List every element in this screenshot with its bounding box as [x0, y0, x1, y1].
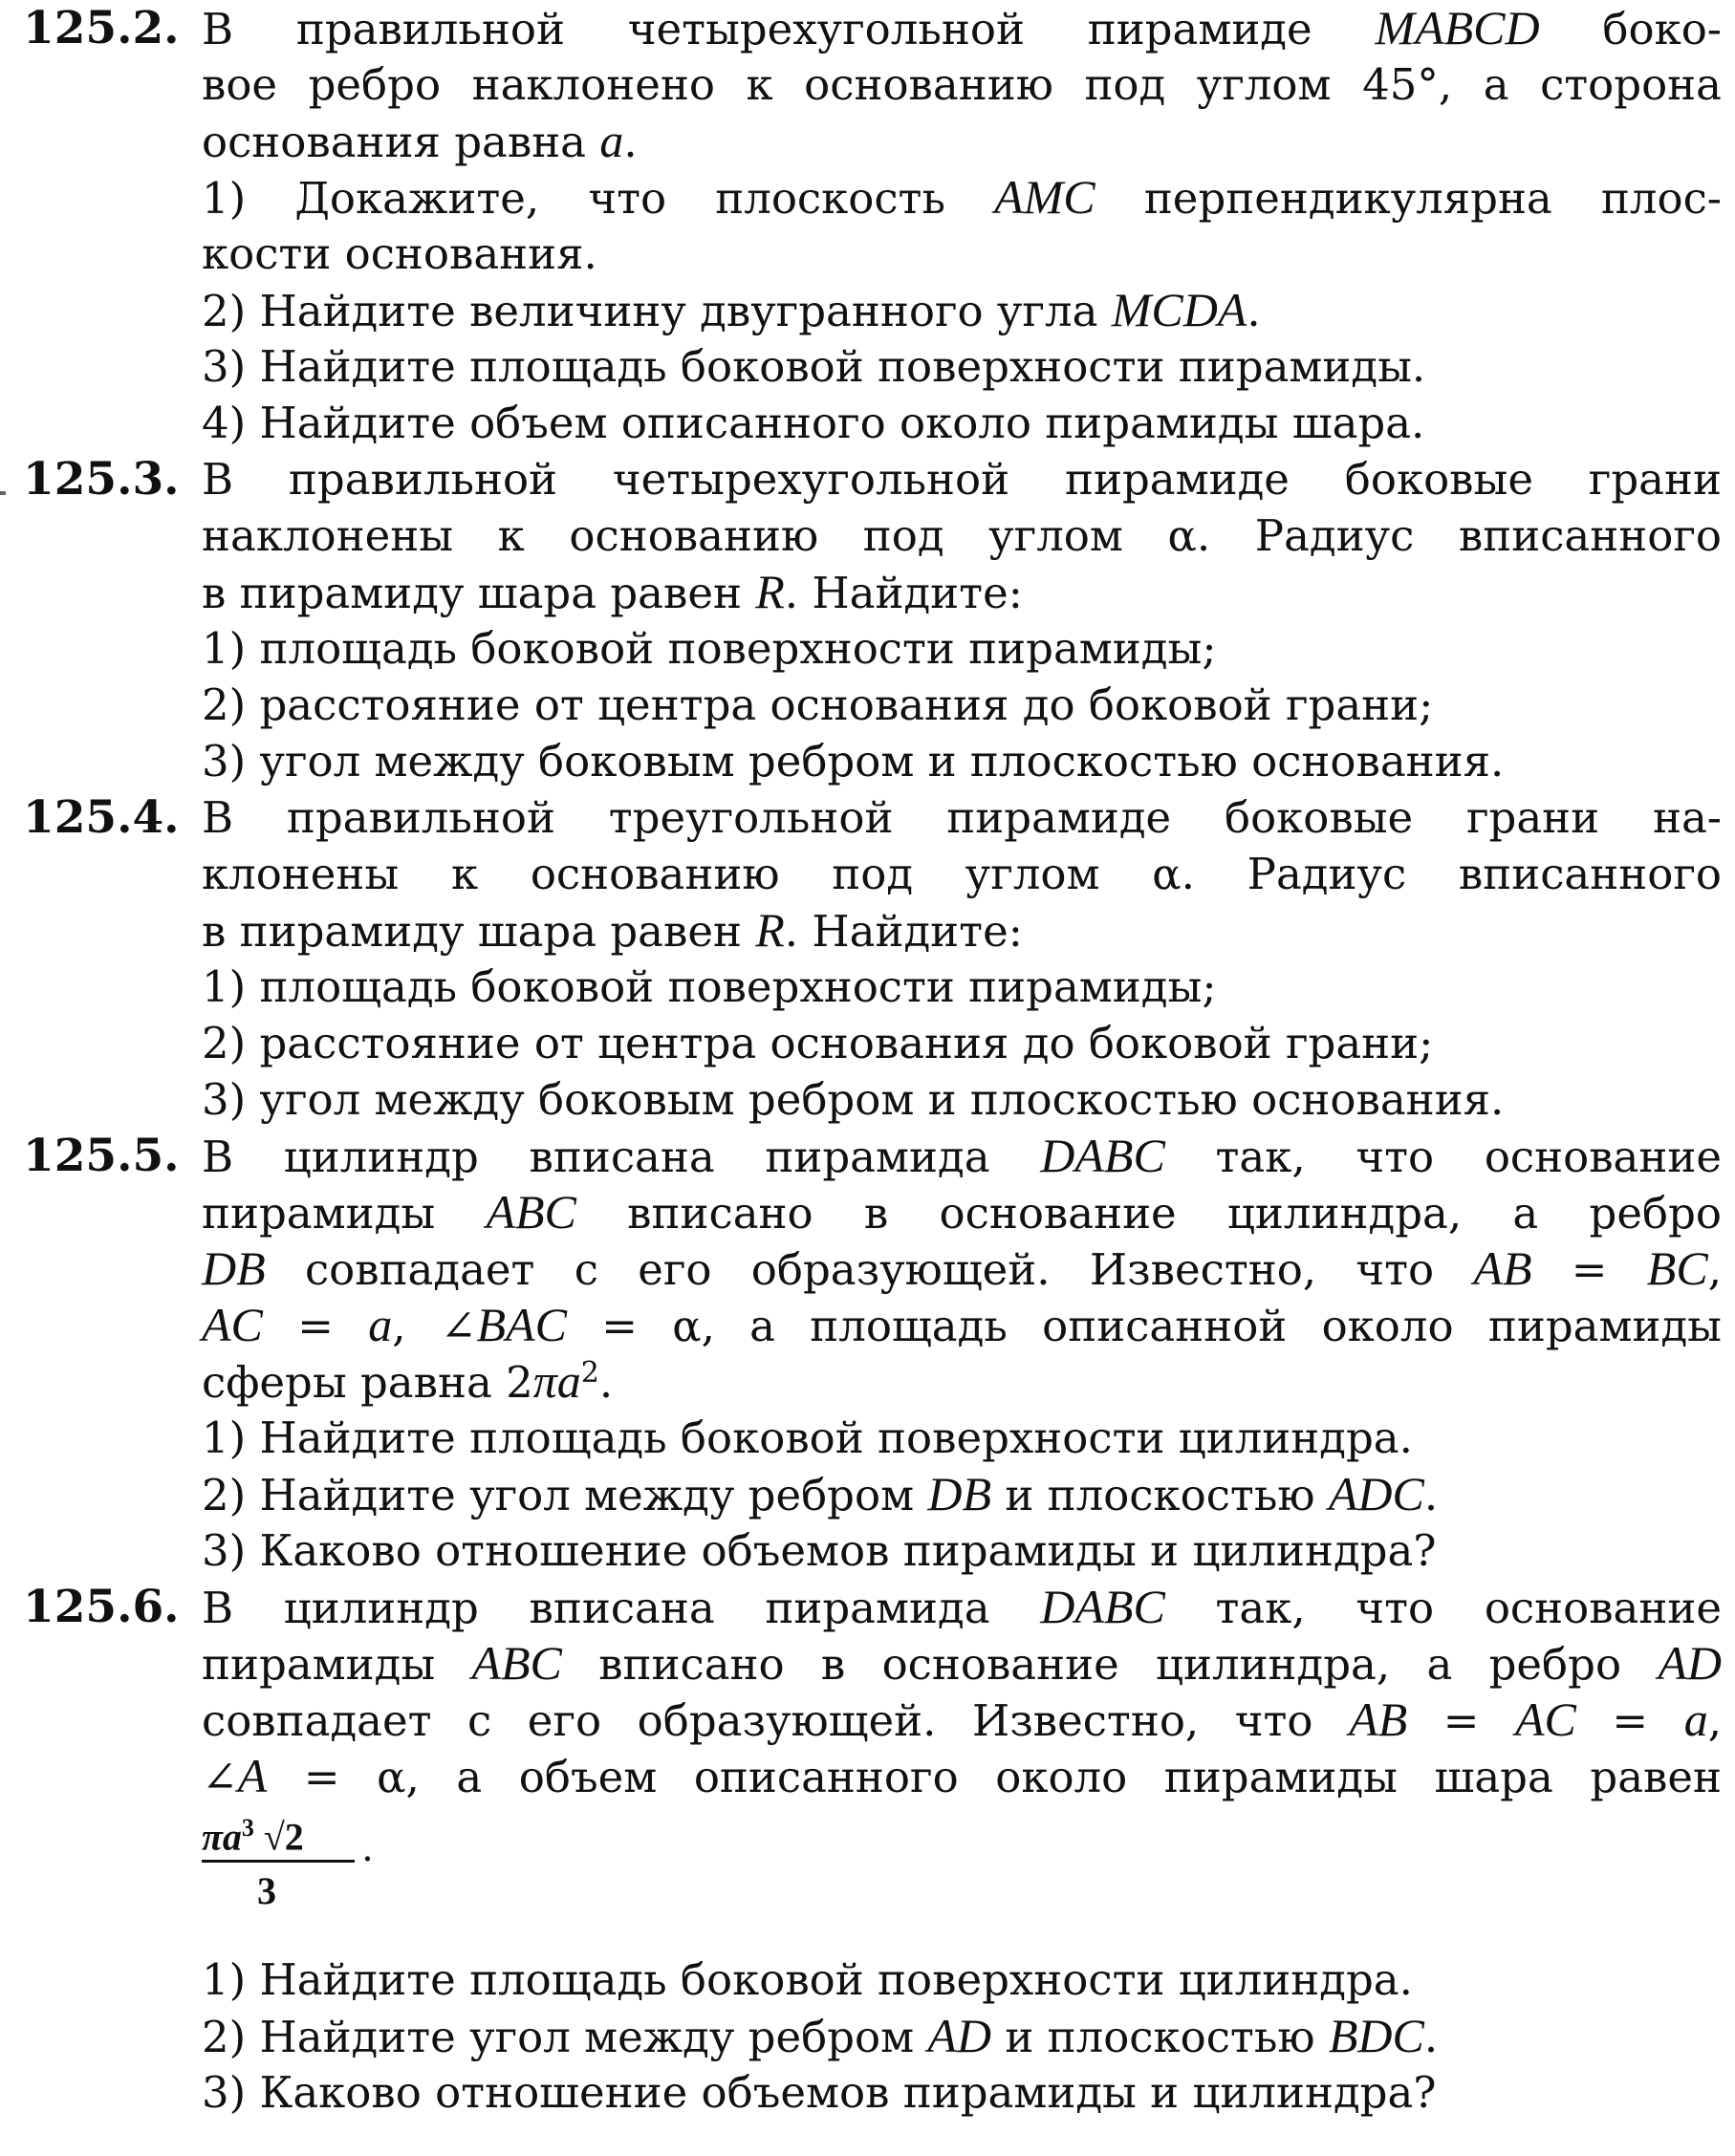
task-item-3: 3) угол между боковым ребром и плоскостью основания.: [202, 1074, 1505, 1125]
math-variable: DABC: [1040, 1129, 1165, 1182]
problem-text-line: В правильной четырехугольной пирамиде MABCD боко-: [202, 1, 1722, 54]
task-item-2: 2) Найдите угол между ребром AD и плоскостью BDC.: [202, 2009, 1439, 2062]
task-item-3: 3) Каково отношение объемов пирамиды и цилиндра?: [202, 1525, 1437, 1576]
fraction-numerator-power: 3: [241, 1814, 254, 1842]
problem-text-line: В цилиндр вписана пирамида DABC так, что основание: [202, 1580, 1722, 1633]
margin-mark: [0, 491, 6, 495]
fraction-numerator: [202, 1804, 355, 1861]
fraction-numerator-base: πa: [202, 1815, 242, 1859]
math-variable: DB: [202, 1241, 266, 1295]
fraction-bar: [202, 1860, 355, 1863]
problem-text-line: совпадает с его образующей. Известно, что AB = AC = a,: [202, 1692, 1722, 1746]
math-variable: MCDA: [1111, 283, 1247, 336]
math-variable: a: [1683, 1692, 1708, 1746]
math-variable: AB: [1473, 1241, 1532, 1295]
task-item-2: 2) Найдите величину двугранного угла MCDA.: [202, 283, 1261, 336]
superscript: 2: [580, 1356, 599, 1390]
task-item-1: 1) площадь боковой поверхности пирамиды;: [202, 623, 1217, 674]
problem-text-line: DB совпадает с его образующей. Известно, что AB = BC,: [202, 1241, 1722, 1295]
task-item-1: 1) Докажите, что плоскость AMC перпендикулярна плос-: [202, 170, 1723, 224]
problem-number: 125.3.: [23, 453, 180, 506]
problem-text-line: В правильной треугольной пирамиде боковые грани на-: [202, 792, 1722, 843]
problem-text-line: пирамиды ABC вписано в основание цилиндра, а ребро AD: [202, 1636, 1722, 1690]
problem-text-line: клонены к основанию под углом α. Радиус вписанного: [202, 849, 1722, 899]
task-item-2: 2) Найдите угол между ребром DB и плоскостью ADC.: [202, 1467, 1439, 1520]
problem-text-line: основания равна a.: [202, 114, 638, 167]
math-variable: a: [368, 1298, 393, 1351]
problem-number: 125.2.: [23, 2, 180, 54]
problem-text-line: в пирамиду шара равен R. Найдите:: [202, 903, 1023, 957]
task-item-2: 2) расстояние от центра основания до боковой грани;: [202, 679, 1434, 730]
math-variable: AD: [927, 2009, 992, 2062]
problem-number: 125.5.: [23, 1130, 180, 1182]
fraction-denominator: 3: [257, 1869, 276, 1912]
math-variable: AD: [1658, 1636, 1722, 1690]
math-variable: MABCD: [1375, 1, 1540, 54]
math-variable: ABC: [486, 1185, 576, 1239]
problem-text-line: AC = a, ∠BAC = α, а площадь описанной около пирамиды: [202, 1298, 1722, 1351]
problem-text-line: сферы равна $2\pi a^2$.: [202, 1354, 614, 1408]
task-item-4: 4) Найдите объем описанного около пирамиды шара.: [202, 398, 1425, 448]
math-variable: a: [599, 114, 624, 167]
math-variable: BC: [1646, 1241, 1708, 1295]
math-variable: BAC: [476, 1298, 567, 1351]
math-variable: DB: [927, 1467, 992, 1520]
math-variable: A: [237, 1749, 268, 1802]
problem-text-line: ∠A = α, а объем описанного около пирамиды шара равен: [202, 1749, 1722, 1802]
problem-number: 125.4.: [23, 791, 180, 844]
math-variable: AB: [1349, 1692, 1408, 1746]
problem-text-line: пирамиды ABC вписано в основание цилиндра, а ребро: [202, 1185, 1722, 1239]
task-item-3: 3) Каково отношение объемов пирамиды и цилиндра?: [202, 2067, 1437, 2118]
task-item-3: 3) Найдите площадь боковой поверхности пирамиды.: [202, 341, 1426, 392]
math-variable: ABC: [471, 1636, 562, 1690]
math-variable: AC: [1514, 1692, 1576, 1746]
problem-text-line: В цилиндр вписана пирамида DABC так, что основание: [202, 1129, 1722, 1182]
math-variable: AMC: [994, 170, 1095, 224]
math-variable: R: [755, 565, 785, 618]
problem-text-line: наклонены к основанию под углом α. Радиус вписанного: [202, 510, 1722, 561]
problem-text-line: вое ребро наклонено к основанию под углом 45°, а сторона: [202, 59, 1722, 110]
math-variable: ADC: [1328, 1467, 1424, 1520]
task-item-1: 1) площадь боковой поверхности пирамиды;: [202, 961, 1217, 1012]
task-item-3: 3) угол между боковым ребром и плоскостью основания.: [202, 736, 1505, 787]
problem-number: 125.6.: [23, 1581, 180, 1633]
math-variable: πa: [532, 1354, 581, 1408]
math-variable: R: [755, 903, 785, 957]
task-item-2: 2) расстояние от центра основания до боковой грани;: [202, 1018, 1434, 1068]
math-variable: DABC: [1040, 1580, 1165, 1633]
problem-text-line: в пирамиду шара равен R. Найдите:: [202, 565, 1023, 618]
task-item-1: 1) Найдите площадь боковой поверхности цилиндра.: [202, 1412, 1413, 1463]
task-item-1-continued: кости основания.: [202, 228, 597, 279]
fraction-numerator-root: √2: [263, 1815, 304, 1859]
task-item-1: 1) Найдите площадь боковой поверхности цилиндра.: [202, 1954, 1413, 2005]
fraction-period: .: [362, 1823, 373, 1870]
math-variable: AC: [202, 1298, 263, 1351]
problem-text-line: В правильной четырехугольной пирамиде боковые грани: [202, 454, 1722, 505]
math-variable: BDC: [1328, 2009, 1424, 2062]
